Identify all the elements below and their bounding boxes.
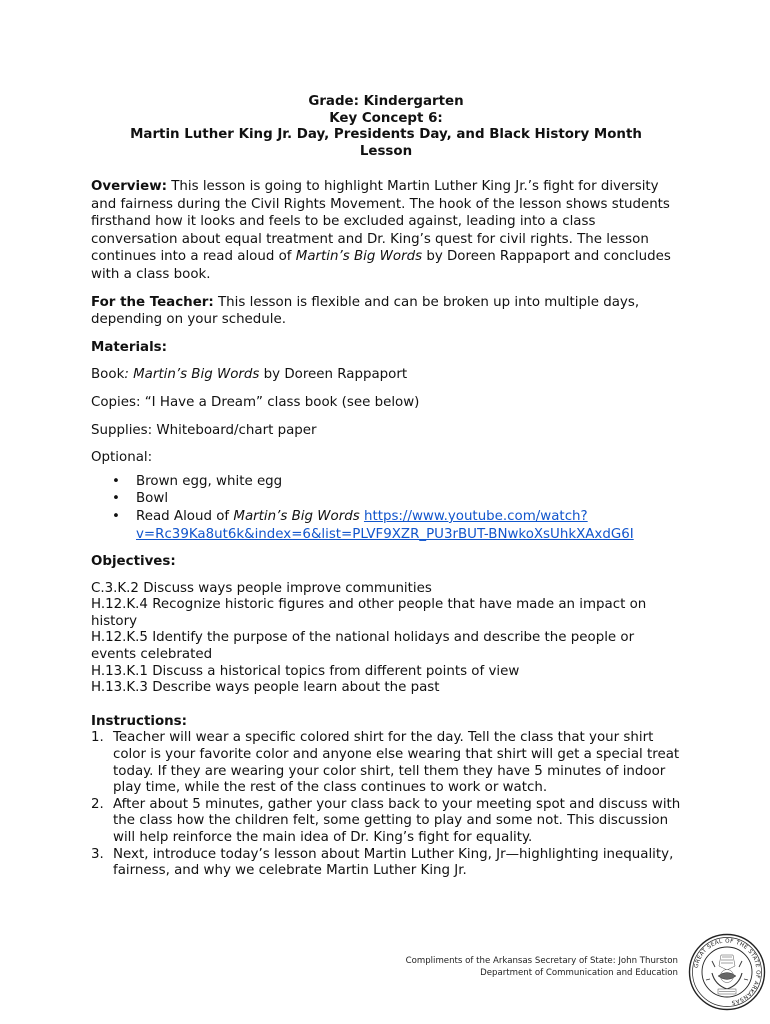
- bullet-icon: •: [112, 473, 120, 489]
- seal-ring-text: GREAT SEAL OF THE STATE OF ARKANSAS: [693, 938, 761, 1006]
- objective-item: H.12.K.4 Recognize historic figures and other people that have made an impact on history: [91, 597, 647, 629]
- youtube-link-line2[interactable]: v=Rc39Ka8ut6k&index=6&list=PLVF9XZR_PU3rBUT-BNwkoXsUhkXAxdG6I: [136, 526, 634, 542]
- lesson-title: Martin Luther King Jr. Day, Presidents Day, and Black History Month: [130, 127, 642, 142]
- list-item-text: Brown egg, white egg: [136, 473, 283, 489]
- materials-book: [91, 366, 681, 384]
- bullet-icon: •: [112, 491, 120, 507]
- instructions-list: [91, 730, 681, 879]
- bullet-icon: •: [112, 508, 120, 524]
- materials-book-title: : Martin’s Big Words: [124, 367, 260, 383]
- instruction-number: 3.: [91, 846, 104, 862]
- overview-label: Overview:: [91, 179, 167, 194]
- optional-materials-list: [91, 473, 681, 543]
- instruction-number: 1.: [91, 730, 104, 746]
- list-item: [91, 508, 681, 543]
- materials-book-prefix: Book: [91, 367, 125, 383]
- instruction-text: Teacher will wear a specific colored shirt for the day. Tell the class that your shirt color is your favorite color and anyone else wearing that shirt will get a special treat today. If they are wearing your color shirt, tell them they have 5 minutes of indoor play time, while the rest of the class continues to work or watch.: [113, 730, 680, 796]
- footer-line1: Compliments of the Arkansas Secretary of State: John Thurston: [405, 956, 678, 966]
- materials-heading: Materials:: [91, 339, 167, 355]
- youtube-link-line1[interactable]: https://www.youtube.com/watch?: [363, 508, 588, 524]
- list-item-text: Bowl: [136, 491, 169, 507]
- lesson-page: [91, 94, 681, 880]
- objectives-list: [91, 581, 681, 697]
- footer-credit: [406, 955, 678, 979]
- instruction-text: Next, introduce today’s lesson about Martin Luther King, Jr—highlighting inequality, fairness, and why we celebrate Martin Luther King Jr.: [113, 846, 674, 879]
- materials-supplies: Supplies: Whiteboard/chart paper: [91, 422, 317, 438]
- instruction-text: After about 5 minutes, gather your class back to your meeting spot and discuss with the class how the children felt, some getting to play and some not. This discussion will help reinforce the main idea of Dr. King’s fight for equality.: [113, 796, 681, 845]
- arkansas-state-seal-icon: [688, 933, 766, 1011]
- instruction-number: 2.: [91, 796, 104, 812]
- list-item: [91, 490, 681, 508]
- objective-item: C.3.K.2 Discuss ways people improve communities: [91, 580, 432, 596]
- key-concept-line: Key Concept 6:: [329, 110, 443, 126]
- overview-text-1: This lesson is going to highlight Martin Luther King Jr.’s fight for diversity and fairness during the Civil Rights Movement. The hook of the lesson shows students firsthand how it looks and feels to be excluded against, leading into a class conversation about equal treatment and Dr. King’s quest for civil rights. The lesson continues into a read aloud of: [91, 179, 670, 265]
- read-aloud-prefix: Read Aloud of: [136, 508, 234, 524]
- grade-line: Grade: Kindergarten: [308, 94, 464, 109]
- teacher-label: For the Teacher:: [91, 294, 214, 310]
- footer-line2: Department of Communication and Education: [480, 968, 678, 978]
- objective-item: H.12.K.5 Identify the purpose of the national holidays and describe the people or events celebrated: [91, 630, 635, 663]
- materials-book-suffix: by Doreen Rappaport: [259, 367, 408, 383]
- objective-item: H.13.K.3 Describe ways people learn about the past: [91, 680, 440, 696]
- read-aloud-title: Martin’s Big Words: [233, 508, 360, 524]
- overview-text-2: by Doreen Rappaport and concludes with a class book.: [91, 249, 671, 282]
- instruction-item: [91, 847, 681, 880]
- instruction-item: [91, 797, 681, 847]
- teacher-paragraph: [91, 294, 681, 329]
- teacher-text: This lesson is flexible and can be broken up into multiple days, depending on your schedule.: [91, 294, 640, 328]
- objective-item: H.13.K.1 Discuss a historical topics from different points of view: [91, 663, 520, 679]
- instructions-heading: Instructions:: [91, 713, 188, 729]
- list-item: [91, 473, 681, 491]
- instruction-item: [91, 730, 681, 796]
- overview-book-title: Martin’s Big Words: [295, 249, 423, 265]
- lesson-label: Lesson: [359, 143, 413, 159]
- objectives-heading: Objectives:: [91, 554, 176, 570]
- lesson-heading: [91, 94, 681, 160]
- materials-optional: Optional:: [91, 450, 153, 466]
- overview-paragraph: [91, 178, 681, 284]
- materials-copies: Copies: “I Have a Dream” class book (see below): [91, 394, 420, 410]
